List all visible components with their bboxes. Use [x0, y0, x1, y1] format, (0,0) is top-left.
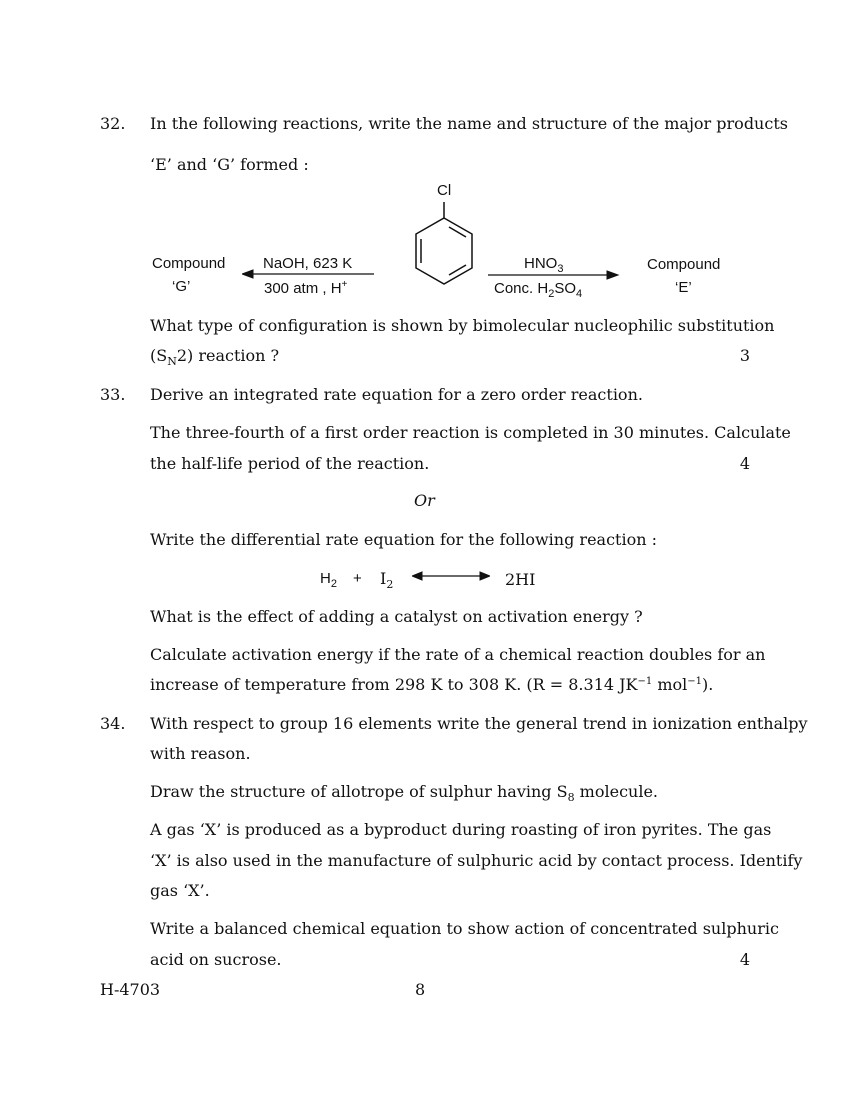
sn2-text-a: (S	[150, 346, 168, 365]
left-reagent-bottom-sup: +	[341, 279, 348, 290]
paper-code: H-4703	[100, 980, 161, 999]
equation-i2-sub: 2	[386, 578, 394, 591]
q33-alt-line4-text-a: increase of temperature from 298 K to 308 K. (R = 8.314 JK	[150, 675, 638, 694]
equation-i2	[380, 569, 393, 591]
q34-line3-text-b: molecule.	[574, 782, 659, 801]
q32-marks: 3	[739, 346, 750, 365]
equation-i2-symbol: I	[380, 569, 387, 588]
or-separator: Or	[414, 491, 435, 510]
q34-marks: 4	[739, 950, 750, 969]
q33-alt-line4	[150, 675, 713, 694]
q33-alt-line1: Write the differential rate equation for the following reaction :	[150, 530, 657, 549]
q33-alt-line4-text-c: ).	[702, 675, 714, 694]
equation-h2-sub: 2	[330, 578, 337, 590]
right-reagent-top-text: HNO	[524, 255, 558, 272]
equation-product: 2HI	[505, 570, 536, 589]
compound-g-label: Compound	[152, 255, 226, 272]
chlorine-substituent-label: Cl	[437, 182, 452, 199]
right-reagent-bottom	[494, 280, 582, 300]
q34-text-line7: Write a balanced chemical equation to show action of concentrated sulphuric	[150, 919, 779, 938]
q32-text-line3: What type of configuration is shown by bimolecular nucleophilic substitution	[150, 316, 775, 335]
equation-h2-symbol: H	[320, 570, 331, 587]
question-number-33: 33.	[100, 385, 126, 404]
left-reagent-bottom	[264, 279, 347, 297]
q33-alt-line2: What is the effect of adding a catalyst on activation energy ?	[150, 607, 643, 626]
q33-text-line1: Derive an integrated rate equation for a zero order reaction.	[150, 385, 643, 404]
compound-e-label: Compound	[647, 256, 721, 273]
q33-alt-line4-sup1: −1	[637, 676, 653, 687]
question-number-32: 32.	[100, 114, 126, 133]
q33-alt-line3: Calculate activation energy if the rate of a chemical reaction doubles for an	[150, 645, 766, 664]
s8-subscript: 8	[567, 791, 575, 804]
q33-text-line3: the half-life period of the reaction.	[150, 454, 430, 473]
q33-text-line2: The three-fourth of a first order reaction is completed in 30 minutes. Calculate	[150, 423, 791, 442]
q33-alt-line4-text-b: mol	[652, 675, 688, 694]
q34-text-line4: A gas ‘X’ is produced as a byproduct during roasting of iron pyrites. The gas	[150, 820, 772, 839]
right-reagent-bottom-sub1: 2	[548, 288, 555, 300]
right-reagent-bottom-text-a: Conc. H	[494, 280, 549, 297]
q33-marks: 4	[739, 454, 750, 473]
right-reagent-top-sub: 3	[557, 263, 564, 275]
q32-text-line1: In the following reactions, write the name and structure of the major products	[150, 114, 788, 133]
right-reagent-bottom-text-b: SO	[554, 280, 576, 297]
equation-h2	[320, 570, 337, 590]
q32-text-line2: ‘E’ and ‘G’ formed :	[150, 155, 309, 174]
compound-g-name: ‘G’	[172, 278, 191, 295]
q34-text-line6: gas ‘X’.	[150, 881, 210, 900]
q34-text-line3	[150, 782, 658, 804]
equation-plus: +	[353, 570, 362, 587]
compound-e-name: ‘E’	[675, 279, 692, 296]
q34-text-line8: acid on sucrose.	[150, 950, 282, 969]
chlorobenzene-structure	[400, 200, 480, 302]
sn2-subscript: N	[167, 355, 177, 368]
q32-text-line4	[150, 346, 279, 368]
left-reagent-bottom-text: 300 atm , H	[264, 280, 342, 297]
q34-text-line1: With respect to group 16 elements write the general trend in ionization enthalpy	[150, 714, 808, 733]
q34-text-line5: ‘X’ is also used in the manufacture of sulphuric acid by contact process. Identify	[150, 851, 803, 870]
q34-text-line2: with reason.	[150, 744, 251, 763]
double-headed-arrow	[412, 570, 490, 582]
page-number: 8	[415, 980, 426, 999]
right-reagent-bottom-sub2: 4	[576, 288, 583, 300]
benzene-ring	[416, 218, 472, 284]
left-reagent-top: NaOH, 623 K	[263, 255, 353, 272]
sn2-text-b: 2) reaction ?	[176, 346, 280, 365]
q34-line3-text-a: Draw the structure of allotrope of sulphur having S	[150, 782, 568, 801]
q33-alt-line4-sup2: −1	[687, 676, 703, 687]
question-number-34: 34.	[100, 714, 126, 733]
